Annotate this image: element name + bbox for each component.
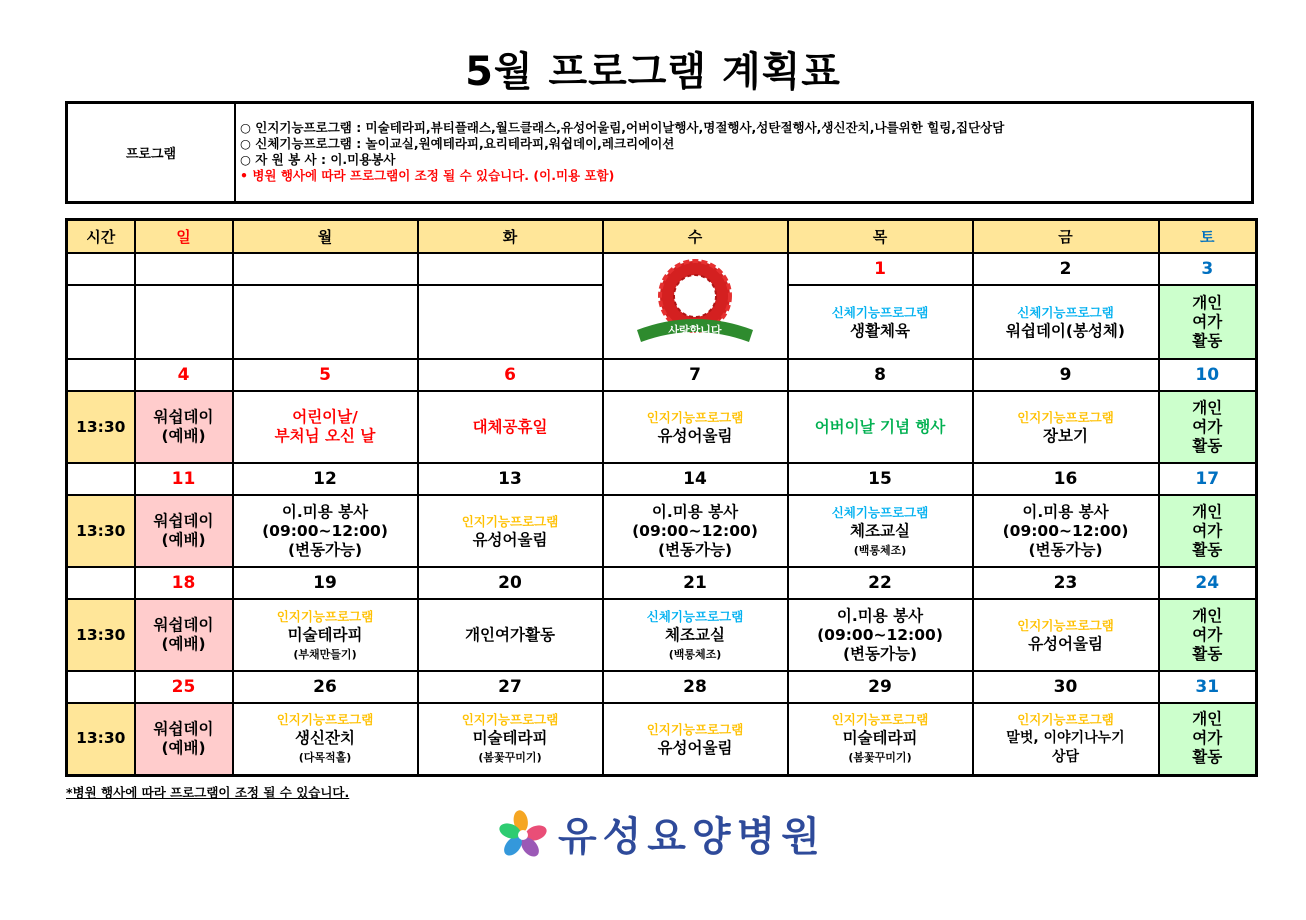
date-cell: 28 [603, 671, 788, 703]
category-label: 신체기능프로그램 [646, 608, 744, 624]
activity-subtext: (부채만들기) [293, 647, 357, 661]
sat-activity-line: 여가 [1192, 417, 1223, 436]
week4-activity-row [67, 599, 1257, 671]
activity-text: (09:00~12:00) [817, 625, 943, 644]
sat-activity-line: 개인 [1192, 502, 1223, 521]
date-cell: 2 [973, 253, 1159, 285]
category-label: 인지기능프로그램 [1017, 712, 1114, 728]
activity-cell [973, 495, 1159, 567]
date-cell: 9 [973, 359, 1159, 391]
header-row [67, 220, 1257, 254]
date-cell-empty [67, 359, 135, 391]
week3-activity-row [67, 495, 1257, 567]
sun-activity-cell [135, 495, 233, 567]
activity-cell-empty [418, 285, 603, 359]
activity-text: (예배) [161, 635, 206, 653]
date-cell-sun: 4 [135, 359, 233, 391]
carnation-emblem-icon [625, 258, 765, 350]
sat-activity-cell [1159, 703, 1257, 775]
footnote: *병원 행사에 따라 프로그램이 조정 될 수 있습니다. [66, 785, 350, 800]
hospital-logo [498, 805, 826, 862]
program-line-volunteer: ○ 자 원 봉 사 : 이.미용봉사 [240, 152, 396, 167]
date-cell: 8 [788, 359, 973, 391]
activity-cell [603, 495, 788, 567]
sat-activity-line: 개인 [1192, 293, 1223, 312]
activity-cell [788, 599, 973, 671]
activity-text: 생신잔치 [295, 729, 355, 748]
week2-date-row [67, 359, 1257, 391]
activity-text: 체조교실 [665, 625, 725, 644]
sat-activity-line: 여가 [1192, 729, 1223, 748]
sat-activity-line: 여가 [1192, 521, 1223, 540]
activity-cell [418, 391, 603, 463]
activity-text: 미술테라피 [472, 729, 548, 748]
category-label: 신체기능프로그램 [831, 305, 929, 320]
time-cell: 13:30 [67, 599, 135, 671]
date-cell-sat: 31 [1159, 671, 1257, 703]
time-cell: 13:30 [67, 495, 135, 567]
header-time: 시간 [67, 220, 135, 254]
category-label: 인지기능프로그램 [831, 712, 929, 728]
date-cell: 20 [418, 567, 603, 599]
activity-cell [603, 599, 788, 671]
header-mon: 월 [233, 220, 418, 254]
activity-cell [973, 285, 1159, 359]
activity-text: 유성어울림 [1028, 635, 1103, 653]
emblem-cell [603, 253, 788, 359]
week2-activity-row [67, 391, 1257, 463]
activity-cell [233, 391, 418, 463]
date-cell-empty [67, 671, 135, 703]
date-cell-sat: 10 [1159, 359, 1257, 391]
activity-cell [973, 703, 1159, 775]
activity-cell [973, 599, 1159, 671]
sat-activity-line: 활동 [1192, 436, 1223, 455]
time-cell: 13:30 [67, 391, 135, 463]
date-cell-sun: 18 [135, 567, 233, 599]
activity-text: 이.미용 봉사 [836, 606, 924, 625]
activity-cell [603, 703, 788, 775]
activity-subtext: (백롱체조) [668, 647, 722, 661]
date-cell: 29 [788, 671, 973, 703]
program-line-physical: ○ 신체기능프로그램 : 놀이교실,원예테라피,요리테라피,워쉽데이,레크리에이션 [240, 136, 675, 151]
activity-text: 어린이날/ [292, 408, 358, 426]
date-cell-empty [67, 253, 135, 285]
activity-text: 생활체육 [850, 322, 910, 340]
activity-text: 어버이날 기념 행사 [814, 417, 946, 436]
week1-date-row [67, 253, 1257, 285]
activity-cell [418, 495, 603, 567]
date-cell: 22 [788, 567, 973, 599]
header-fri: 금 [973, 220, 1159, 254]
activity-subtext: (다목적홀) [298, 751, 352, 765]
sat-activity-cell [1159, 391, 1257, 463]
sat-activity-cell [1159, 495, 1257, 567]
activity-text: 워쉽데이 [153, 408, 214, 426]
week3-date-row [67, 463, 1257, 495]
activity-text: 워쉽데이 [153, 616, 214, 634]
date-cell-empty [67, 567, 135, 599]
sun-activity-cell [135, 391, 233, 463]
date-cell: 14 [603, 463, 788, 495]
week5-date-row [67, 671, 1257, 703]
activity-cell-empty [135, 285, 233, 359]
time-cell-empty [67, 285, 135, 359]
category-label: 인지기능프로그램 [646, 721, 744, 737]
date-cell: 27 [418, 671, 603, 703]
activity-subtext: (봄꽃꾸미기) [478, 751, 542, 765]
activity-text: 체조교실 [850, 521, 910, 540]
activity-cell [233, 495, 418, 567]
activity-text: 이.미용 봉사 [281, 502, 369, 521]
activity-cell [788, 495, 973, 567]
activity-text: (변동가능) [1028, 540, 1103, 559]
header-thu: 목 [788, 220, 973, 254]
activity-text: 미술테라피 [842, 729, 918, 748]
sat-activity-line: 여가 [1192, 625, 1223, 644]
emblem-text: 사랑합니다 [668, 323, 722, 337]
sat-activity-line: 활동 [1192, 331, 1223, 350]
sat-activity-line: 개인 [1192, 606, 1223, 625]
category-label: 인지기능프로그램 [461, 514, 559, 529]
activity-text: 유성어울림 [657, 738, 733, 757]
category-label: 인지기능프로그램 [646, 410, 744, 425]
activity-text: 상담 [1051, 749, 1080, 766]
activity-cell [233, 599, 418, 671]
date-cell: 6 [418, 359, 603, 391]
activity-text: (변동가능) [657, 540, 733, 559]
program-line-cognitive: ○ 인지기능프로그램 : 미술테라피,뷰티플래스,월드클래스,유성어울림,어버이날행사,명절행사,성탄절행사,생신잔치,나를위한 힐링,집단상담 [240, 120, 1005, 135]
category-label: 신체기능프로그램 [1017, 305, 1114, 320]
activity-cell [788, 703, 973, 775]
activity-text: (09:00~12:00) [262, 521, 388, 540]
date-cell-sat: 24 [1159, 567, 1257, 599]
week4-date-row [67, 567, 1257, 599]
date-cell: 26 [233, 671, 418, 703]
activity-text: 미술테라피 [287, 625, 363, 644]
activity-subtext: (백롱체조) [853, 543, 907, 557]
week5-activity-row [67, 703, 1257, 775]
program-notice: • 병원 행사에 따라 프로그램이 조정 될 수 있습니다. (이.미용 포함) [240, 168, 615, 183]
sun-activity-cell [135, 703, 233, 775]
activity-text: (예배) [161, 427, 206, 445]
header-sat: 토 [1159, 220, 1257, 254]
program-info-box [65, 101, 1254, 204]
date-cell-empty [67, 463, 135, 495]
header-sun: 일 [135, 220, 233, 254]
activity-text: 워쉽데이 [153, 719, 214, 738]
header-wed: 수 [603, 220, 788, 254]
flower-logo-icon [498, 809, 548, 859]
activity-text: 워쉽데이 [153, 512, 214, 530]
date-cell-sun: 11 [135, 463, 233, 495]
category-label: 신체기능프로그램 [831, 504, 929, 520]
date-cell: 13 [418, 463, 603, 495]
sat-activity-line: 활동 [1192, 644, 1223, 663]
date-cell: 23 [973, 567, 1159, 599]
activity-text: 유성어울림 [657, 427, 733, 445]
header-tue: 화 [418, 220, 603, 254]
date-cell: 19 [233, 567, 418, 599]
activity-text: (변동가능) [287, 540, 363, 559]
category-label: 인지기능프로그램 [1017, 618, 1114, 633]
activity-cell [973, 391, 1159, 463]
date-cell: 12 [233, 463, 418, 495]
activity-text: 장보기 [1043, 427, 1088, 445]
category-label: 인지기능프로그램 [1017, 410, 1114, 425]
activity-text: 이.미용 봉사 [651, 502, 739, 521]
hospital-name: 유성요양병원 [558, 814, 826, 860]
date-cell: 21 [603, 567, 788, 599]
time-cell: 13:30 [67, 703, 135, 775]
date-cell: 30 [973, 671, 1159, 703]
sat-activity-cell [1159, 285, 1257, 359]
category-label: 인지기능프로그램 [461, 712, 559, 728]
activity-text: 이.미용 봉사 [1022, 502, 1109, 521]
date-cell-empty [135, 253, 233, 285]
activity-text: (09:00~12:00) [632, 521, 758, 540]
activity-cell [418, 599, 603, 671]
sat-activity-line: 개인 [1192, 398, 1223, 417]
calendar-table [65, 218, 1258, 777]
activity-cell [233, 703, 418, 775]
date-cell-sat: 17 [1159, 463, 1257, 495]
sun-activity-cell [135, 599, 233, 671]
date-cell-sat: 3 [1159, 253, 1257, 285]
activity-text: 유성어울림 [472, 531, 548, 549]
date-cell: 16 [973, 463, 1159, 495]
date-cell-empty [233, 253, 418, 285]
sat-activity-cell [1159, 599, 1257, 671]
activity-text: 부처님 오신 날 [274, 427, 376, 445]
date-cell-sun: 25 [135, 671, 233, 703]
sat-activity-line: 활동 [1192, 748, 1223, 767]
activity-text: 개인여가활동 [465, 625, 555, 644]
program-list [236, 104, 1004, 201]
activity-text: (변동가능) [842, 644, 918, 663]
date-cell-empty [418, 253, 603, 285]
date-cell: 7 [603, 359, 788, 391]
activity-subtext: (봄꽃꾸미기) [848, 751, 912, 765]
category-label: 인지기능프로그램 [276, 712, 374, 728]
activity-cell-empty [233, 285, 418, 359]
page-title: 5월 프로그램 계획표 [465, 49, 841, 95]
activity-text: 대체공휴일 [472, 417, 548, 436]
activity-text: (예배) [161, 738, 206, 757]
date-cell: 15 [788, 463, 973, 495]
activity-text: (09:00~12:00) [1002, 521, 1129, 540]
activity-text: (예배) [161, 531, 206, 549]
activity-text: 워쉽데이(봉성체) [1006, 322, 1125, 340]
sat-activity-line: 활동 [1192, 540, 1223, 559]
activity-cell [788, 391, 973, 463]
category-label: 인지기능프로그램 [276, 608, 374, 624]
program-label: 프로그램 [68, 104, 236, 201]
activity-cell [788, 285, 973, 359]
date-cell: 1 [788, 253, 973, 285]
activity-cell [418, 703, 603, 775]
activity-cell [603, 391, 788, 463]
sat-activity-line: 여가 [1192, 312, 1223, 331]
sat-activity-line: 개인 [1192, 710, 1223, 729]
date-cell: 5 [233, 359, 418, 391]
activity-text: 말벗, 이야기나누기 [1006, 730, 1125, 747]
